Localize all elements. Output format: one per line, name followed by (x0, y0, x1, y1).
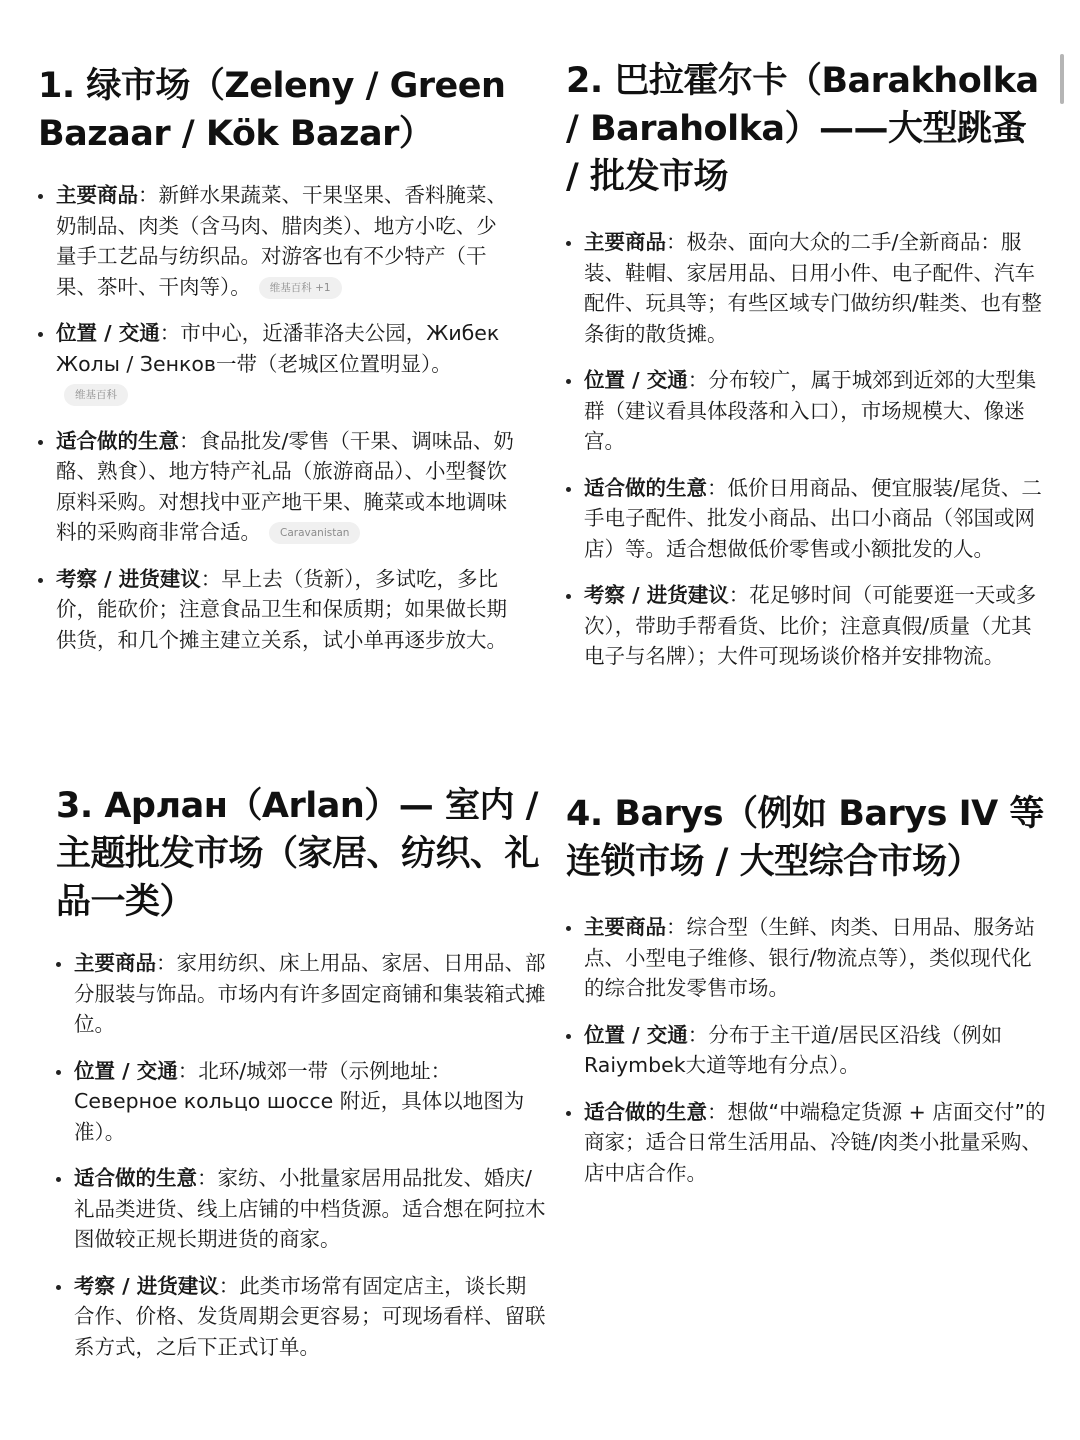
market-details (56, 948, 546, 1362)
item-label: 适合做的生意 (584, 1099, 707, 1124)
item-text: ：市中心，近潘菲洛夫公园，Жибек Жолы / Зенков一带（老城区位置明显）。 (56, 321, 500, 376)
item-text: ：北环/城郊一带（示例地址：Северное кольцо шоссе 附近，具体以地图为准）。 (74, 1058, 525, 1144)
item-label: 主要商品 (74, 951, 156, 975)
item-text: ：此类市场常有固定店主，谈长期合作、价格、发货周期会更容易；可现场看样、留联系方式，之后下正式订单。 (74, 1273, 546, 1359)
item-text: ：新鲜水果蔬菜、干果坚果、香料腌菜、奶制品、肉类（含马肉、腊肉类）、地方小吃、少量手工艺品与纺织品。对游客也有不少特产（干果、茶叶、干肉等）。 (56, 183, 507, 299)
item-label: 适合做的生意 (56, 428, 179, 453)
item-label: 考察 / 进货建议 (56, 566, 201, 591)
list-item (38, 318, 516, 410)
list-item (38, 426, 516, 548)
market-title: 2. 巴拉霍尔卡（Barakholka / Baraholka）——大型跳蚤 / 批发市场 (566, 61, 1039, 197)
list-item (566, 473, 1046, 565)
item-text: ：分布较广，属于城郊到近郊的大型集群（建议看具体段落和入口），市场规模大、像迷宫。 (584, 368, 1037, 453)
market-card-arlan (56, 782, 546, 1378)
citation-badge[interactable]: Caravanistan (269, 522, 360, 544)
list-item (566, 365, 1046, 457)
item-label: 主要商品 (584, 915, 666, 939)
item-label: 位置 / 交通 (584, 368, 688, 392)
list-item (566, 1020, 1052, 1081)
item-text: ：家用纺织、床上用品、家居、日用品、部分服装与饰品。市场内有许多固定商铺和集装箱式摊位。 (74, 951, 546, 1036)
scrollbar[interactable] (1060, 54, 1064, 104)
item-text: ：极杂、面向大众的二手/全新商品：服装、鞋帽、家居用品、日用小件、电子配件、汽车配件、玩具等；有些区域专门做纺织/鞋类、也有整条街的散货摊。 (584, 230, 1042, 346)
item-label: 位置 / 交通 (56, 321, 160, 345)
item-label: 考察 / 进货建议 (74, 1273, 219, 1298)
list-item (38, 564, 516, 656)
citation-badge[interactable]: 维基百科 +1 (259, 277, 342, 299)
market-details (566, 912, 1052, 1188)
item-text: ：综合型（生鲜、肉类、日用品、服务站点、小型电子维修、银行/物流点等），类似现代化的综合批发零售市场。 (584, 915, 1035, 1000)
list-item (56, 1056, 546, 1148)
item-text: ：分布于主干道/居民区沿线（例如Raiymbek大道等地有分点）。 (584, 1022, 1003, 1077)
list-item (566, 227, 1046, 349)
list-item (566, 1097, 1052, 1189)
market-card-barys (566, 790, 1052, 1204)
market-details (566, 227, 1046, 672)
market-card-green-bazaar (38, 62, 516, 671)
item-text: ：家纺、小批量家居用品批发、婚庆/礼品类进货、线上店铺的中档货源。适合想在阿拉木图做较正规长期进货的商家。 (74, 1166, 546, 1251)
market-title: 1. 绿市场（Zeleny / Green Bazaar / Kök Bazar） (38, 66, 506, 154)
list-item (38, 180, 516, 302)
item-text: ：花足够时间（可能要逛一天或多次），带助手帮看货、比价；注意真假/质量（尤其电子与名牌）；大件可现场谈价格并安排物流。 (584, 583, 1037, 668)
market-title: 3. Арлан（Arlan）— 室内 / 主题批发市场（家居、纺织、礼品一类） (56, 786, 540, 922)
list-item (56, 1271, 546, 1363)
item-label: 主要商品 (56, 183, 138, 207)
item-label: 主要商品 (584, 230, 666, 254)
item-text: ：想做“中端稳定货源 + 店面交付”的商家；适合日常生活用品、冷链/肉类小批量采购、店中店合作。 (584, 1099, 1046, 1185)
list-item (566, 580, 1046, 672)
list-item (56, 1163, 546, 1255)
market-card-barakholka (566, 57, 1046, 688)
list-item (56, 948, 546, 1040)
item-text: ：食品批发/零售（干果、调味品、奶酪、熟食）、地方特产礼品（旅游商品）、小型餐饮原料采购。对想找中亚产地干果、腌菜或本地调味料的采购商非常合适。 (56, 428, 514, 544)
item-text: ：低价日用商品、便宜服装/尾货、二手电子配件、批发小商品、出口小商品（邻国或网店）等。适合想做低价零售或小额批发的人。 (584, 475, 1042, 561)
item-label: 考察 / 进货建议 (584, 583, 729, 607)
list-item (566, 912, 1052, 1004)
item-label: 适合做的生意 (584, 475, 707, 500)
citation-badge[interactable]: 维基百科 (64, 384, 128, 406)
market-details (38, 180, 516, 655)
item-label: 位置 / 交通 (74, 1058, 178, 1083)
item-text: ：早上去（货新），多试吃，多比价，能砍价；注意食品卫生和保质期；如果做长期供货，和几个摊主建立关系，试小单再逐步放大。 (56, 566, 507, 652)
market-title: 4. Barys（例如 Barys IV 等连锁市场 / 大型综合市场） (566, 794, 1044, 882)
item-label: 适合做的生意 (74, 1166, 197, 1190)
item-label: 位置 / 交通 (584, 1022, 688, 1047)
